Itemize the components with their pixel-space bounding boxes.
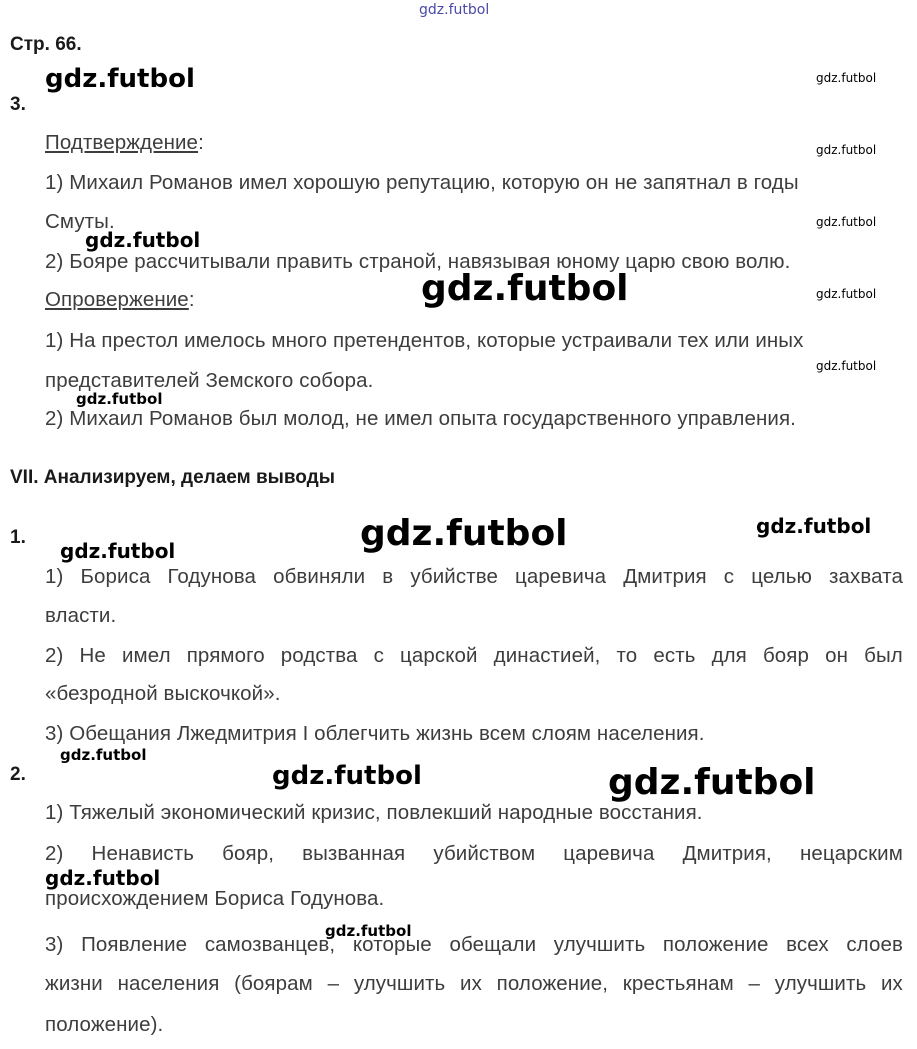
task2-item-3c: положение).: [45, 1013, 164, 1036]
word: (боярам: [234, 972, 313, 995]
word: был: [864, 644, 903, 667]
watermark-text: gdz.futbol: [756, 514, 872, 538]
watermark-text: gdz.futbol: [816, 287, 877, 301]
word: нецарским: [799, 842, 903, 865]
confirm-heading: [45, 131, 204, 155]
watermark-text: gdz.futbol: [816, 71, 877, 85]
word: в: [382, 565, 394, 588]
word: для: [711, 644, 747, 667]
word: имел: [122, 644, 171, 667]
refute-title: Опровержение: [45, 288, 189, 311]
word: улучшить: [553, 933, 646, 956]
word: бояр,: [222, 842, 274, 865]
word: царской: [400, 644, 478, 667]
word: он: [825, 644, 849, 667]
word: с: [723, 565, 735, 588]
watermark-text: gdz.futbol: [60, 746, 147, 764]
word: положение: [662, 933, 769, 956]
word: 2): [45, 644, 64, 667]
word: слоев: [846, 933, 903, 956]
word: царевича: [563, 842, 655, 865]
task2-item-3a: [45, 933, 903, 957]
word: прямого: [186, 644, 265, 667]
word: Бориса: [80, 565, 151, 588]
confirm-item-1a: 1) Михаил Романов имел хорошую репутацию, которую он не запятнал в годы: [45, 171, 799, 194]
task-1-number: 1.: [10, 527, 26, 548]
refute-item-1b: представителей Земского собора.: [45, 369, 374, 392]
word: обещали: [449, 933, 537, 956]
refute-heading: [45, 288, 195, 312]
task2-item-1: 1) Тяжелый экономический кризис, повлекший народные восстания.: [45, 801, 703, 824]
word: вызванная: [302, 842, 406, 865]
word: 1): [45, 565, 64, 588]
word: бояр: [762, 644, 810, 667]
word: убийством: [433, 842, 536, 865]
watermark-text: gdz.futbol: [421, 268, 629, 309]
word: 2): [45, 842, 64, 865]
word: Ненависть: [91, 842, 195, 865]
word: Не: [79, 644, 106, 667]
task-3-number: 3.: [10, 94, 26, 115]
watermark-text: gdz.futbol: [45, 866, 161, 890]
task2-item-2b: происхождением Бориса Годунова.: [45, 887, 385, 910]
watermark-text: gdz.futbol: [816, 143, 877, 157]
task1-item-2a: [45, 644, 903, 668]
watermark-text: gdz.futbol: [816, 359, 877, 373]
word: их: [881, 972, 903, 995]
watermark-text: gdz.futbol: [608, 762, 816, 803]
word: улучшить: [774, 972, 867, 995]
confirm-item-2: 2) Бояре рассчитывали править страной, навязывая юному царю свою волю.: [45, 250, 791, 273]
task1-item-1b: власти.: [45, 604, 117, 627]
word: родства: [280, 644, 358, 667]
word: самозванцев,: [204, 933, 336, 956]
word: есть: [653, 644, 696, 667]
word: то: [616, 644, 638, 667]
word: жизни: [45, 972, 103, 995]
task-2-number: 2.: [10, 764, 26, 785]
word: всех: [786, 933, 829, 956]
word: династией,: [493, 644, 601, 667]
page-reference: Стр. 66.: [10, 34, 82, 55]
refute-item-1a: 1) На престол имелось много претендентов, которые устраивали тех или иных: [45, 329, 804, 352]
confirm-colon: :: [198, 131, 204, 154]
watermark-text: gdz.futbol: [45, 64, 195, 94]
word: Появление: [81, 933, 188, 956]
watermark-text: gdz.futbol: [360, 513, 568, 554]
watermark-text: gdz.futbol: [325, 922, 412, 940]
task1-item-3: 3) Обещания Лжедмитрия I облегчить жизнь всем слоям населения.: [45, 722, 705, 745]
task2-item-3b: [45, 972, 903, 996]
word: Дмитрия: [623, 565, 707, 588]
word: Дмитрия,: [682, 842, 772, 865]
refute-item-2: 2) Михаил Романов был молод, не имел опыта государственного управления.: [45, 407, 796, 430]
word: 3): [45, 933, 64, 956]
watermark-text: gdz.futbol: [816, 215, 877, 229]
word: положение,: [496, 972, 609, 995]
task1-item-2b: «безродной выскочкой».: [45, 682, 281, 705]
confirm-title: Подтверждение: [45, 131, 199, 154]
word: целью: [751, 565, 812, 588]
watermark-text: gdz.futbol: [60, 539, 176, 563]
word: обвиняли: [273, 565, 366, 588]
confirm-item-1b: Смуты.: [45, 210, 115, 233]
word: захвата: [829, 565, 903, 588]
word: –: [748, 972, 761, 995]
word: улучшить: [353, 972, 446, 995]
task1-item-1a: [45, 565, 903, 589]
watermark-text: gdz.futbol: [85, 228, 201, 252]
word: Годунова: [167, 565, 257, 588]
word: их: [460, 972, 482, 995]
word: –: [327, 972, 340, 995]
watermark-text: gdz.futbol: [272, 761, 422, 791]
word: населения: [117, 972, 220, 995]
watermark-text: gdz.futbol: [76, 390, 163, 408]
word: которые: [352, 933, 432, 956]
section-title: VII. Анализируем, делаем выводы: [10, 467, 335, 488]
word: крестьянам: [622, 972, 734, 995]
word: убийстве: [410, 565, 498, 588]
word: с: [373, 644, 384, 667]
task2-item-2a: [45, 842, 903, 866]
refute-colon: :: [188, 288, 195, 311]
watermark-top: gdz.futbol: [419, 2, 490, 18]
word: царевича: [515, 565, 607, 588]
